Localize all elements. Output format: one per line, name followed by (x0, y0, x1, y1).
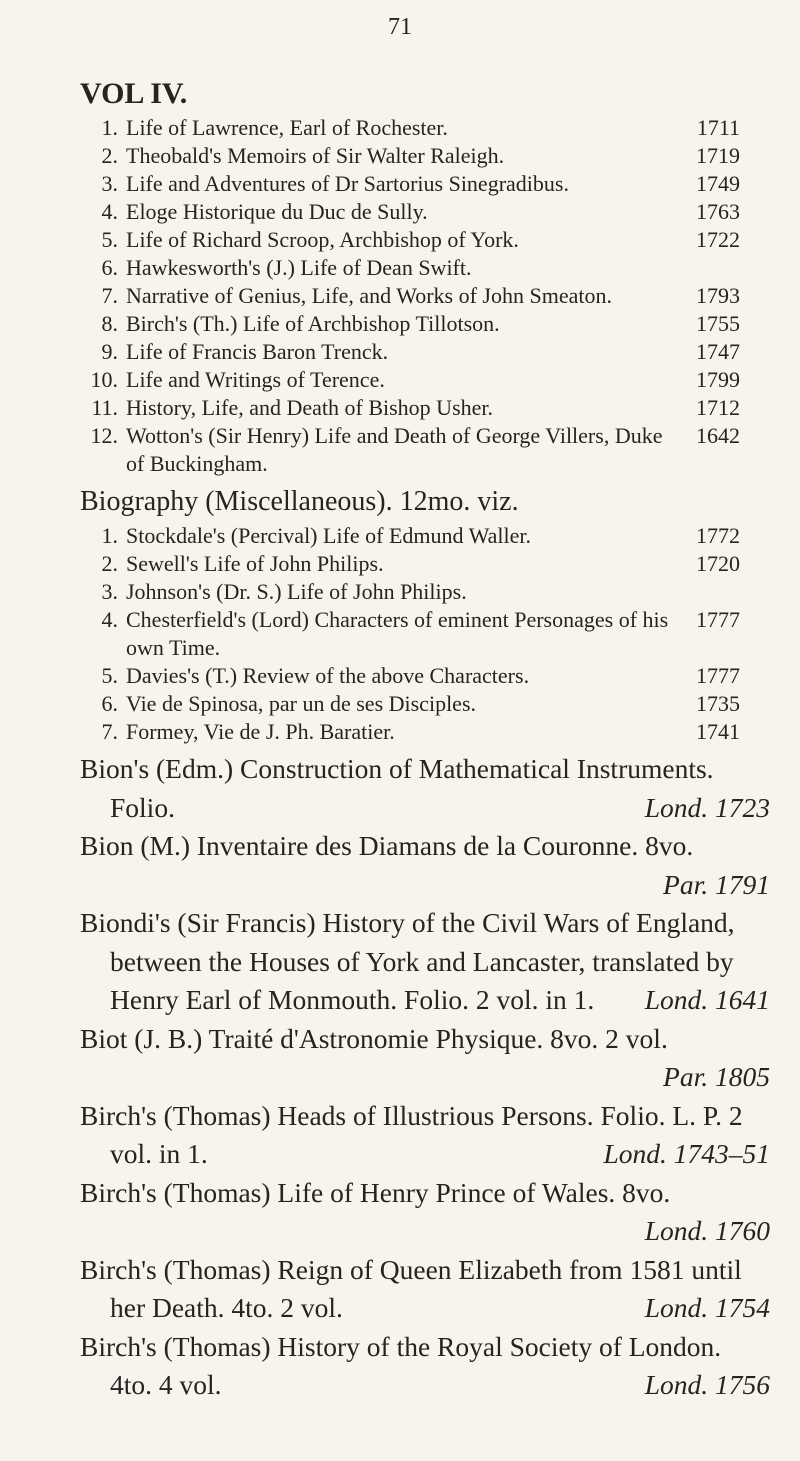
item-number: 12. (90, 423, 118, 448)
list-item (86, 550, 740, 578)
item-year: 1777 (696, 663, 740, 688)
page-number: 71 (388, 14, 412, 40)
list-item (86, 338, 740, 366)
item-year: 1642 (696, 423, 740, 448)
item-title: Life and Adventures of Dr Sartorius Sinegradibus. (126, 171, 569, 196)
item-title: Vie de Spinosa, par un de ses Disciples. (126, 691, 477, 716)
item-year: 1712 (696, 395, 740, 420)
item-year: 1720 (696, 551, 740, 576)
entry-title: Birch's (Thomas) Life of Henry Prince of Wales. 8vo. (80, 1176, 671, 1208)
list-item (86, 254, 740, 282)
catalogue-entry (80, 1174, 770, 1251)
item-title: Stockdale's (Percival) Life of Edmund Waller. (126, 523, 532, 548)
catalogue-entry (80, 1328, 770, 1405)
item-year: 1793 (696, 283, 740, 308)
entry-imprint: Par. 1791 (663, 868, 770, 900)
entry-imprint: Lond. 1754 (644, 1292, 770, 1323)
item-year: 1755 (696, 311, 740, 336)
volume-heading: VOL IV. (80, 77, 188, 110)
section-heading: Biography (Miscellaneous). 12mo. viz. (80, 486, 519, 517)
page-content (0, 74, 800, 1405)
list-item (86, 114, 740, 142)
entry-imprint: Lond. 1641 (644, 984, 770, 1015)
item-number: 3. (101, 171, 118, 196)
list-item (86, 282, 740, 310)
item-number: 2. (101, 143, 118, 168)
item-year: 1719 (696, 143, 740, 168)
item-year: 1735 (696, 691, 740, 716)
catalogue-entries (0, 750, 800, 1405)
list-item (86, 394, 740, 422)
item-year: 1722 (696, 227, 740, 252)
item-number: 2. (101, 551, 118, 576)
item-year: 1763 (696, 199, 740, 224)
entry-title: Biot (J. B.) Traité d'Astronomie Physique. 8vo. 2 vol. (80, 1022, 668, 1054)
list-item (86, 310, 740, 338)
item-year: 1772 (696, 523, 740, 548)
item-title: Formey, Vie de J. Ph. Baratier. (126, 719, 395, 744)
catalogue-entry (80, 827, 770, 904)
volume-list (0, 114, 800, 478)
item-number: 3. (101, 579, 118, 604)
list-item (86, 578, 740, 606)
item-title: History, Life, and Death of Bishop Usher. (126, 395, 494, 420)
item-year: 1749 (696, 171, 740, 196)
item-title: Narrative of Genius, Life, and Works of John Smeaton. (126, 283, 612, 308)
item-title: Johnson's (Dr. S.) Life of John Philips. (126, 579, 467, 604)
item-year: 1711 (696, 115, 740, 140)
item-number: 10. (90, 367, 118, 392)
entry-title: Biondi's (Sir Francis) History of the Civil Wars of England, between the Houses of York and Lancaster, translated by Henry Earl of Monmouth. Folio. 2 vol. in 1. (80, 907, 735, 1015)
list-item (86, 198, 740, 226)
item-title: Life of Francis Baron Trenck. (126, 339, 389, 364)
item-number: 7. (101, 283, 118, 308)
list-item (86, 422, 740, 478)
item-number: 1. (101, 115, 118, 140)
item-title: Life and Writings of Terence. (126, 367, 385, 392)
item-title: Davies's (T.) Review of the above Characters. (126, 663, 530, 688)
entry-title: Bion (M.) Inventaire des Diamans de la Couronne. 8vo. (80, 830, 694, 861)
entry-title: Birch's (Thomas) Reign of Queen Elizabeth from 1581 until her Death. 4to. 2 vol. (80, 1253, 742, 1323)
item-number: 6. (101, 255, 118, 280)
catalogue-entry (80, 904, 770, 1020)
item-number: 7. (101, 719, 118, 744)
list-item (86, 170, 740, 198)
entry-imprint: Lond. 1756 (644, 1369, 770, 1400)
item-number: 4. (101, 199, 118, 224)
item-title: Birch's (Th.) Life of Archbishop Tillotson. (126, 311, 500, 336)
item-title: Hawkesworth's (J.) Life of Dean Swift. (126, 255, 472, 280)
entry-title: Birch's (Thomas) Heads of Illustrious Persons. Folio. L. P. 2 vol. in 1. (80, 1099, 743, 1169)
entry-title: Bion's (Edm.) Construction of Mathematical Instruments. Folio. (80, 753, 714, 823)
item-title: Theobald's Memoirs of Sir Walter Raleigh. (126, 143, 505, 168)
item-title: Chesterfield's (Lord) Characters of eminent Personages of his own Time. (126, 607, 669, 660)
item-title: Life of Richard Scroop, Archbishop of York. (126, 227, 519, 252)
list-item (86, 522, 740, 550)
item-number: 4. (101, 607, 118, 632)
item-year: 1777 (696, 607, 740, 632)
list-item (86, 606, 740, 662)
biography-list (0, 522, 800, 746)
item-number: 9. (101, 339, 118, 364)
catalogue-entry (80, 750, 770, 827)
item-year: 1747 (696, 339, 740, 364)
catalogue-entry (80, 1251, 770, 1328)
list-item (86, 662, 740, 690)
list-item (86, 690, 740, 718)
item-number: 1. (101, 523, 118, 548)
item-number: 8. (101, 311, 118, 336)
entry-imprint: Par. 1805 (663, 1061, 770, 1092)
item-number: 5. (101, 663, 118, 688)
item-title: Eloge Historique du Duc de Sully. (126, 199, 428, 224)
catalogue-entry (80, 1097, 770, 1174)
item-title: Wotton's (Sir Henry) Life and Death of George Villers, Duke of Buckingham. (126, 423, 663, 476)
item-number: 6. (101, 691, 118, 716)
catalogue-entry (80, 1020, 770, 1097)
entry-imprint: Lond. 1760 (644, 1215, 770, 1246)
item-number: 5. (101, 227, 118, 252)
item-number: 11. (91, 395, 118, 420)
item-title: Sewell's Life of John Philips. (126, 551, 384, 576)
item-year: 1799 (696, 367, 740, 392)
list-item (86, 718, 740, 746)
entry-imprint: Lond. 1743–51 (603, 1138, 770, 1169)
list-item (86, 142, 740, 170)
entry-title: Birch's (Thomas) History of the Royal Society of London. 4to. 4 vol. (80, 1330, 722, 1400)
item-title: Life of Lawrence, Earl of Rochester. (126, 115, 448, 140)
item-year: 1741 (696, 719, 740, 744)
entry-imprint: Lond. 1723 (644, 791, 770, 823)
list-item (86, 366, 740, 394)
list-item (86, 226, 740, 254)
